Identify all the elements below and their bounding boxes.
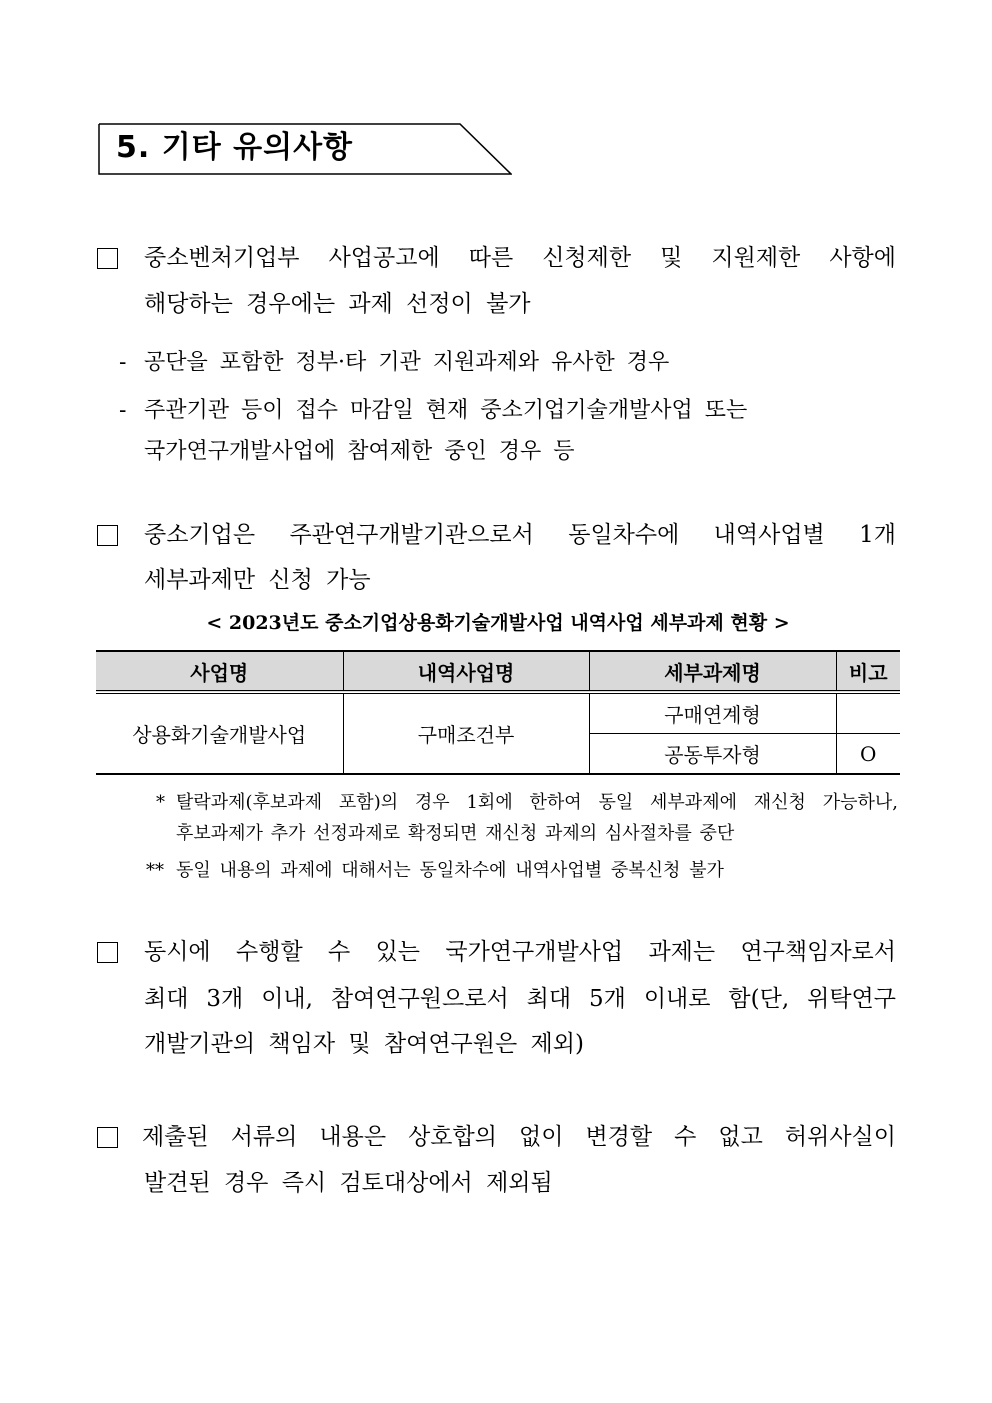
note-marker: * [156,792,165,813]
table-row [96,692,900,734]
note-2-line-1: 동일 내용의 과제에 대해서는 동일차수에 내역사업별 중복신청 불가 [176,860,724,881]
sub-marker: - [119,350,127,375]
sub-marker: - [119,398,127,423]
table-header-row [96,651,900,692]
task-status-table [96,650,900,775]
cell-note [836,692,900,734]
header-note: 비고 [836,651,900,692]
item-4-line-1: 제출된 서류의 내용은 상호합의 없이 변경할 수 없고 허위사실이 [142,1124,896,1150]
item-2-line-1: 중소기업은 주관연구개발기관으로서 동일차수에 내역사업별 1개 [144,522,896,548]
item-4-line-2: 발견된 경우 즉시 검토대상에서 제외됨 [144,1170,553,1196]
sub-item-2-line-2: 국가연구개발사업에 참여제한 중인 경우 등 [144,439,575,464]
sub-item-1-line-1: 공단을 포함한 정부·타 기관 지원과제와 유사한 경우 [144,350,670,375]
cell-task: 공동투자형 [589,734,836,775]
item-1-line-1: 중소벤처기업부 사업공고에 따른 신청제한 및 지원제한 사항에 [144,245,896,271]
item-3-line-2: 최대 3개 이내, 참여연구원으로서 최대 5개 이내로 함(단, 위탁연구 [144,986,896,1012]
cell-business: 상용화기술개발사업 [96,692,343,774]
cell-sub-business: 구매조건부 [343,692,589,774]
note-1-line-2: 후보과제가 추가 선정과제로 확정되면 재신청 과제의 심사절차를 중단 [176,823,735,844]
header-sub-business: 내역사업명 [343,651,589,692]
header-business: 사업명 [96,651,343,692]
header-task: 세부과제명 [589,651,836,692]
item-3-line-3: 개발기관의 책임자 및 참여연구원은 제외) [144,1031,584,1057]
item-2-line-2: 세부과제만 신청 가능 [144,567,371,593]
checkbox-item-1 [97,248,118,269]
cell-task: 구매연계형 [589,692,836,734]
checkbox-item-4 [97,1127,118,1148]
sub-item-2-line-1: 주관기관 등이 접수 마감일 현재 중소기업기술개발사업 또는 [144,398,748,423]
checkbox-item-3 [97,942,118,963]
section-title: 5. 기타 유의사항 [116,130,354,165]
note-1-line-1: 탈락과제(후보과제 포함)의 경우 1회에 한하여 동일 세부과제에 재신청 가능하나, [176,792,898,813]
note-marker: ** [146,860,164,881]
item-1-line-2: 해당하는 경우에는 과제 선정이 불가 [144,291,531,317]
checkbox-item-2 [97,525,118,546]
cell-note: O [836,734,900,775]
item-3-line-1: 동시에 수행할 수 있는 국가연구개발사업 과제는 연구책임자로서 [144,939,896,965]
table-caption: < 2023년도 중소기업상용화기술개발사업 내역사업 세부과제 현황 > [206,612,790,634]
